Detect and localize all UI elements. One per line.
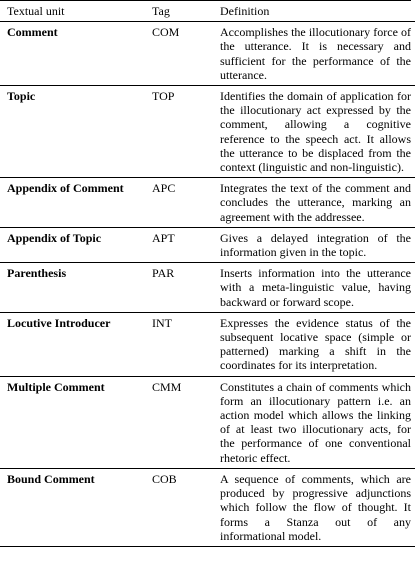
table-row [0, 178, 415, 228]
header-textual-unit: Textual unit [0, 0, 152, 22]
table-row [0, 263, 415, 313]
tag-cell: TOP [152, 86, 220, 178]
unit-cell: Parenthesis [0, 263, 152, 313]
table-body [0, 22, 415, 547]
tag-cell: INT [152, 312, 220, 376]
tag-cell: COM [152, 22, 220, 86]
definition-cell: Inserts information into the utterance with a meta-linguistic value, having backward or forward scope. [220, 263, 415, 313]
tag-cell: COB [152, 468, 220, 546]
definition-cell: A sequence of comments, which are produced by progressive adjunctions which follow the flow of thought. It forms a Stanza out of any informational model. [220, 468, 415, 546]
table-row [0, 22, 415, 86]
unit-cell: Comment [0, 22, 152, 86]
definition-cell: Gives a delayed integration of the information given in the topic. [220, 227, 415, 262]
unit-cell: Topic [0, 86, 152, 178]
definition-cell: Expresses the evidence status of the subsequent locative space (simple or patterned) marking a shift in the coordinates for its interpretation. [220, 312, 415, 376]
tag-cell: APC [152, 178, 220, 228]
definition-cell: Accomplishes the illocutionary force of the utterance. It is necessary and sufficient for the performance of the utterance. [220, 22, 415, 86]
table-row [0, 468, 415, 546]
unit-cell: Multiple Comment [0, 376, 152, 468]
tag-cell: APT [152, 227, 220, 262]
table-header [0, 0, 415, 22]
tag-cell: PAR [152, 263, 220, 313]
definition-cell: Constitutes a chain of comments which form an illocutionary pattern i.e. an action model which allows the linking of at least two illocutionary acts, for the performance of one conventional rhetoric effect. [220, 376, 415, 468]
unit-cell: Appendix of Topic [0, 227, 152, 262]
definition-cell: Integrates the text of the comment and concludes the utterance, marking an agreement with the addressee. [220, 178, 415, 228]
header-row [0, 0, 415, 22]
unit-cell: Bound Comment [0, 468, 152, 546]
unit-cell: Appendix of Comment [0, 178, 152, 228]
header-definition: Definition [220, 0, 415, 22]
table-row [0, 86, 415, 178]
definition-cell: Identifies the domain of application for the illocutionary act expressed by the comment, allowing a cognitive reference to the speech act. It allows the utterance to be displaced from the context (linguistic and non-linguistic). [220, 86, 415, 178]
table-row [0, 312, 415, 376]
unit-cell: Locutive Introducer [0, 312, 152, 376]
header-tag: Tag [152, 0, 220, 22]
tag-cell: CMM [152, 376, 220, 468]
table-row [0, 227, 415, 262]
table-row [0, 376, 415, 468]
